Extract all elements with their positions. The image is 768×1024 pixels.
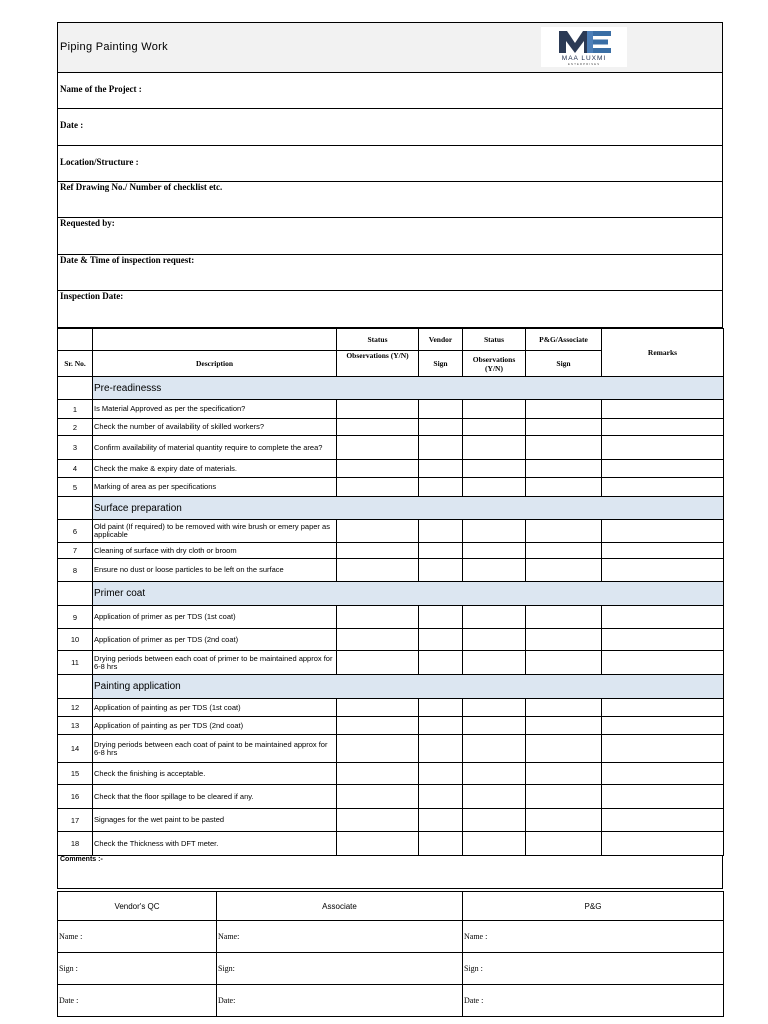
checklist-row — [58, 400, 724, 419]
section-blank-cell — [58, 377, 93, 400]
col-pg-associate: P&G/Associate — [526, 329, 602, 351]
signoff-header-pg: P&G — [463, 892, 724, 921]
status-observation-cell[interactable] — [337, 785, 419, 809]
remarks-cell[interactable] — [602, 717, 724, 735]
pg-observation-cell[interactable] — [463, 809, 526, 832]
pg-observation-cell[interactable] — [463, 606, 526, 629]
project-name-field[interactable]: Name of the Project : — [58, 73, 722, 109]
remarks-cell[interactable] — [602, 735, 724, 763]
pg-observation-cell[interactable] — [463, 832, 526, 856]
pg-sign-cell[interactable] — [526, 717, 602, 735]
item-number: 8 — [58, 559, 93, 582]
checklist-row — [58, 763, 724, 785]
vendor-sign-cell[interactable] — [419, 436, 463, 460]
pg-date-field[interactable]: Date : — [463, 985, 724, 1017]
pg-sign-cell[interactable] — [526, 436, 602, 460]
status-observation-cell[interactable] — [337, 809, 419, 832]
item-number: 17 — [58, 809, 93, 832]
pg-observation-cell[interactable] — [463, 436, 526, 460]
pg-sign-field[interactable]: Sign : — [463, 953, 724, 985]
pg-observation-cell[interactable] — [463, 717, 526, 735]
pg-observation-cell[interactable] — [463, 460, 526, 478]
section-title: Surface preparation — [93, 497, 724, 520]
checklist-row — [58, 436, 724, 460]
item-number: 14 — [58, 735, 93, 763]
section-blank-cell — [58, 582, 93, 606]
status-observation-cell[interactable] — [337, 436, 419, 460]
blank-header-cell — [93, 329, 337, 351]
status-observation-cell[interactable] — [337, 543, 419, 559]
checklist-row — [58, 832, 724, 856]
pg-sign-cell[interactable] — [526, 520, 602, 543]
status-observation-cell[interactable] — [337, 651, 419, 675]
checklist-row — [58, 699, 724, 717]
section-blank-cell — [58, 497, 93, 520]
signoff-header-vendor-qc: Vendor's QC — [58, 892, 217, 921]
remarks-cell[interactable] — [602, 629, 724, 651]
signoff-table — [57, 891, 724, 1017]
vendor-sign-cell[interactable] — [419, 478, 463, 497]
col-vendor: Vendor — [419, 329, 463, 351]
status-observation-cell[interactable] — [337, 419, 419, 436]
col-observations-1: Observations (Y/N) — [337, 351, 419, 377]
item-description: Check the Thickness with DFT meter. — [93, 832, 337, 856]
vendor-sign-cell[interactable] — [419, 543, 463, 559]
checklist-table — [57, 328, 724, 856]
pg-sign-cell[interactable] — [526, 606, 602, 629]
item-description: Application of primer as per TDS (1st coat) — [93, 606, 337, 629]
form-header — [58, 23, 722, 73]
vendor-sign-cell[interactable] — [419, 735, 463, 763]
pg-observation-cell[interactable] — [463, 699, 526, 717]
form-title: Piping Painting Work — [60, 41, 168, 53]
item-description: Check the finishing is acceptable. — [93, 763, 337, 785]
remarks-cell[interactable] — [602, 809, 724, 832]
status-observation-cell[interactable] — [337, 400, 419, 419]
vendor-sign-field[interactable]: Sign : — [58, 953, 217, 985]
pg-sign-cell[interactable] — [526, 763, 602, 785]
remarks-cell[interactable] — [602, 785, 724, 809]
inspection-date-field[interactable]: Inspection Date: — [60, 291, 124, 301]
pg-sign-cell[interactable] — [526, 699, 602, 717]
status-observation-cell[interactable] — [337, 460, 419, 478]
col-description: Description — [93, 351, 337, 377]
status-observation-cell[interactable] — [337, 717, 419, 735]
checklist-row — [58, 543, 724, 559]
section-row — [58, 582, 724, 606]
pg-sign-cell[interactable] — [526, 419, 602, 436]
item-number: 6 — [58, 520, 93, 543]
vendor-sign-cell[interactable] — [419, 629, 463, 651]
item-description: Ensure no dust or loose particles to be left on the surface — [93, 559, 337, 582]
remarks-cell[interactable] — [602, 832, 724, 856]
item-description: Signages for the wet paint to be pasted — [93, 809, 337, 832]
item-number: 11 — [58, 651, 93, 675]
remarks-cell[interactable] — [602, 606, 724, 629]
item-description: Check the make & expiry date of materials. — [93, 460, 337, 478]
vendor-sign-cell[interactable] — [419, 717, 463, 735]
item-number: 9 — [58, 606, 93, 629]
col-sign-1: Sign — [419, 351, 463, 377]
pg-observation-cell[interactable] — [463, 629, 526, 651]
pg-name-field[interactable]: Name : — [463, 921, 724, 953]
remarks-cell[interactable] — [602, 478, 724, 497]
section-row — [58, 497, 724, 520]
checklist-row — [58, 735, 724, 763]
ref-drawing-field[interactable]: Ref Drawing No./ Number of checklist etc. — [58, 182, 722, 218]
col-remarks: Remarks — [602, 329, 724, 377]
pg-observation-cell[interactable] — [463, 400, 526, 419]
item-number: 10 — [58, 629, 93, 651]
checklist-row — [58, 559, 724, 582]
remarks-cell[interactable] — [602, 436, 724, 460]
remarks-cell[interactable] — [602, 543, 724, 559]
vendor-sign-cell[interactable] — [419, 832, 463, 856]
logo-subtext: ENTERPRISES — [567, 62, 601, 66]
pg-observation-cell[interactable] — [463, 543, 526, 559]
pg-sign-cell[interactable] — [526, 478, 602, 497]
remarks-cell[interactable] — [602, 559, 724, 582]
vendor-sign-cell[interactable] — [419, 606, 463, 629]
remarks-cell[interactable] — [602, 699, 724, 717]
item-number: 1 — [58, 400, 93, 419]
associate-sign-field[interactable]: Sign: — [217, 953, 463, 985]
item-description: Application of primer as per TDS (2nd coat) — [93, 629, 337, 651]
item-number: 13 — [58, 717, 93, 735]
pg-sign-cell[interactable] — [526, 785, 602, 809]
remarks-cell[interactable] — [602, 651, 724, 675]
comments-box[interactable] — [57, 856, 723, 889]
checklist-row — [58, 520, 724, 543]
col-status-1: Status — [337, 329, 419, 351]
pg-observation-cell[interactable] — [463, 785, 526, 809]
status-observation-cell[interactable] — [337, 559, 419, 582]
vendor-sign-cell[interactable] — [419, 520, 463, 543]
checklist-row — [58, 629, 724, 651]
pg-observation-cell[interactable] — [463, 478, 526, 497]
item-description: Drying periods between each coat of paint to be maintained approx for 6-8 hrs — [93, 735, 337, 763]
status-observation-cell[interactable] — [337, 606, 419, 629]
item-number: 12 — [58, 699, 93, 717]
item-number: 15 — [58, 763, 93, 785]
vendor-name-field[interactable]: Name : — [58, 921, 217, 953]
item-description: Check that the floor spillage to be cleared if any. — [93, 785, 337, 809]
checklist-row — [58, 785, 724, 809]
item-number: 7 — [58, 543, 93, 559]
col-sign-2: Sign — [526, 351, 602, 377]
pg-observation-cell[interactable] — [463, 559, 526, 582]
section-title: Pre-readinesss — [93, 377, 724, 400]
checklist-row — [58, 478, 724, 497]
item-description: Drying periods between each coat of primer to be maintained approx for 6-8 hrs — [93, 651, 337, 675]
col-status-2: Status — [463, 329, 526, 351]
vendor-sign-cell[interactable] — [419, 699, 463, 717]
checklist-row — [58, 419, 724, 436]
pg-sign-cell[interactable] — [526, 809, 602, 832]
signoff-header-associate: Associate — [217, 892, 463, 921]
item-description: Check the number of availability of skilled workers? — [93, 419, 337, 436]
pg-sign-cell[interactable] — [526, 629, 602, 651]
vendor-date-field[interactable]: Date : — [58, 985, 217, 1017]
vendor-sign-cell[interactable] — [419, 419, 463, 436]
remarks-cell[interactable] — [602, 419, 724, 436]
vendor-sign-cell[interactable] — [419, 785, 463, 809]
item-description: Cleaning of surface with dry cloth or broom — [93, 543, 337, 559]
requested-by-field[interactable]: Requested by: — [58, 218, 722, 255]
item-description: Is Material Approved as per the specification? — [93, 400, 337, 419]
logo-mark-icon — [557, 29, 613, 55]
checklist-row — [58, 460, 724, 478]
inspection-request-time-field[interactable]: Date & Time of inspection request: — [58, 255, 722, 291]
status-observation-cell[interactable] — [337, 735, 419, 763]
associate-name-field[interactable]: Name: — [217, 921, 463, 953]
item-description: Marking of area as per specifications — [93, 478, 337, 497]
col-sr-no: Sr. No. — [58, 351, 93, 377]
vendor-sign-cell[interactable] — [419, 559, 463, 582]
pg-observation-cell[interactable] — [463, 651, 526, 675]
pg-sign-cell[interactable] — [526, 400, 602, 419]
pg-sign-cell[interactable] — [526, 559, 602, 582]
remarks-cell[interactable] — [602, 763, 724, 785]
section-title: Painting application — [93, 675, 724, 699]
item-number: 18 — [58, 832, 93, 856]
checklist-sheet — [57, 22, 723, 1017]
remarks-cell[interactable] — [602, 460, 724, 478]
status-observation-cell[interactable] — [337, 520, 419, 543]
section-title: Primer coat — [93, 582, 724, 606]
item-number: 2 — [58, 419, 93, 436]
section-blank-cell — [58, 675, 93, 699]
pg-observation-cell[interactable] — [463, 520, 526, 543]
checklist-row — [58, 809, 724, 832]
col-observations-2: Observations (Y/N) — [463, 351, 526, 377]
item-description: Application of painting as per TDS (1st coat) — [93, 699, 337, 717]
associate-date-field[interactable]: Date: — [217, 985, 463, 1017]
item-number: 5 — [58, 478, 93, 497]
vendor-sign-cell[interactable] — [419, 400, 463, 419]
comments-label: Comments :- — [60, 856, 103, 863]
pg-observation-cell[interactable] — [463, 419, 526, 436]
pg-sign-cell[interactable] — [526, 735, 602, 763]
pg-sign-cell[interactable] — [526, 651, 602, 675]
status-observation-cell[interactable] — [337, 629, 419, 651]
item-description: Old paint (If required) to be removed with wire brush or emery paper as applicable — [93, 520, 337, 543]
item-description: Application of painting as per TDS (2nd coat) — [93, 717, 337, 735]
logo-text: MAA LUXMI — [561, 55, 607, 62]
section-row — [58, 377, 724, 400]
pg-sign-cell[interactable] — [526, 832, 602, 856]
status-observation-cell[interactable] — [337, 763, 419, 785]
section-row — [58, 675, 724, 699]
pg-observation-cell[interactable] — [463, 763, 526, 785]
status-observation-cell[interactable] — [337, 832, 419, 856]
item-description: Confirm availability of material quantity require to complete the area? — [93, 436, 337, 460]
pg-sign-cell[interactable] — [526, 543, 602, 559]
remarks-cell[interactable] — [602, 520, 724, 543]
status-observation-cell[interactable] — [337, 699, 419, 717]
checklist-row — [58, 651, 724, 675]
vendor-sign-cell[interactable] — [419, 809, 463, 832]
date-field[interactable]: Date : — [58, 109, 722, 146]
status-observation-cell[interactable] — [337, 478, 419, 497]
company-logo — [541, 27, 627, 67]
remarks-cell[interactable] — [602, 400, 724, 419]
blank-header-cell — [58, 329, 93, 351]
vendor-sign-cell[interactable] — [419, 460, 463, 478]
checklist-row — [58, 717, 724, 735]
form-frame — [57, 22, 723, 328]
location-field[interactable]: Location/Structure : — [58, 146, 722, 182]
pg-sign-cell[interactable] — [526, 460, 602, 478]
item-number: 4 — [58, 460, 93, 478]
vendor-sign-cell[interactable] — [419, 651, 463, 675]
item-number: 3 — [58, 436, 93, 460]
item-number: 16 — [58, 785, 93, 809]
pg-observation-cell[interactable] — [463, 735, 526, 763]
vendor-sign-cell[interactable] — [419, 763, 463, 785]
checklist-row — [58, 606, 724, 629]
